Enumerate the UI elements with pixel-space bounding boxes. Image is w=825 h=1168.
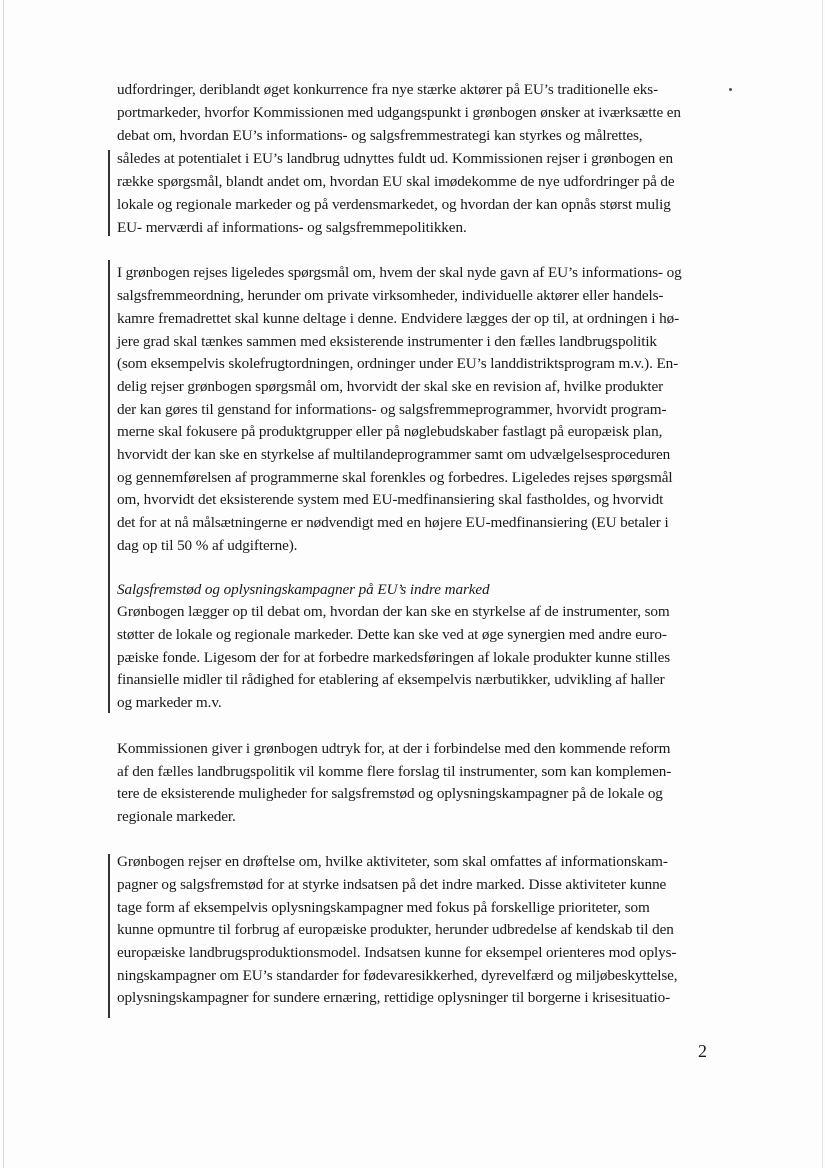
revision-bar [108, 150, 110, 236]
text-line: salgsfremmeordning, herunder om private virksomheder, individuelle aktører eller handels- [117, 287, 664, 304]
text-line: ningskampagner om EU’s standarder for fødevaresikkerhed, dyrevelfærd og miljøbeskyttelse, [117, 967, 678, 984]
text-line: regionale markeder. [117, 808, 236, 825]
text-line: delig rejser grønbogen spørgsmål om, hvorvidt der skal ske en revision af, hvilke produkter [117, 378, 664, 395]
text-line: der kan gøres til genstand for informations- og salgsfremmeprogrammer, hvorvidt program- [117, 401, 667, 418]
text-line: lokale og regionale markeder og på verdensmarkedet, og hvordan der kan opnås størst mulig [117, 196, 671, 213]
text-line: merne skal fokusere på produktgrupper eller på nøglebudskaber fastlagt på europæisk plan, [117, 423, 663, 440]
text-line: udfordringer, deriblandt øget konkurrence fra nye stærke aktører på EU’s traditionelle eks- [117, 81, 659, 98]
text-line: således at potentialet i EU’s landbrug udnyttes fuldt ud. Kommissionen rejser i grønbogen en [117, 150, 674, 167]
text-line: støtter de lokale og regionale markeder. Dette kan ske ved at øge synergien med andre euro- [117, 626, 667, 643]
scan-edge-right [822, 0, 823, 1168]
text-line: kunne opmuntre til forbrug af europæiske produkter, herunder udbredelse af kendskab til den [117, 921, 674, 938]
text-line: det for at nå målsætningerne er nødvendigt med en højere EU-medfinansiering (EU betaler i [117, 514, 669, 531]
text-line: hvorvidt der kan ske en styrkelse af multilandeprogrammer samt om udvælgelsesproceduren [117, 446, 671, 463]
text-line: portmarkeder, hvorfor Kommissionen med udgangspunkt i grønbogen ønsker at iværksætte en [117, 104, 681, 121]
text-line: (som eksempelvis skolefrugtordningen, ordninger under EU’s landdistriktsprogram m.v.). En- [117, 355, 679, 372]
text-line: pagner og salgsfremstød for at styrke indsatsen på det indre marked. Disse aktiviteter kunne [117, 876, 667, 893]
text-line: jere grad skal tænkes sammen med eksisterende instrumenter i den fælles landbrugspolitik [117, 333, 657, 350]
text-line: EU- merværdi af informations- og salgsfremmepolitikken. [117, 219, 467, 236]
text-line: Grønbogen lægger op til debat om, hvordan der kan ske en styrkelse af de instrumenter, som [117, 603, 670, 620]
text-line: Grønbogen rejser en drøftelse om, hvilke aktiviteter, som skal omfattes af informationskam- [117, 853, 668, 870]
text-line: Kommissionen giver i grønbogen udtryk for, at der i forbindelse med den kommende reform [117, 740, 671, 757]
text-line: dag op til 50 % af udgifterne). [117, 537, 298, 554]
text-line: pæiske fonde. Ligesom der for at forbedre markedsføringen af lokale produkter kunne stilles [117, 649, 671, 666]
text-line: europæiske landbrugsproduktionsmodel. Indsatsen kunne for eksempel orienteres mod oplys- [117, 944, 677, 961]
scan-speck [729, 88, 732, 91]
text-line: oplysningskampagner for sundere ernæring, rettidige oplysninger til borgerne i krisesituatio- [117, 989, 671, 1006]
page-number: 2 [698, 1041, 707, 1061]
text-line: tere de eksisterende muligheder for salgsfremstød og oplysningskampagner på de lokale og [117, 785, 663, 802]
revision-bar [108, 260, 110, 713]
text-line: af den fælles landbrugspolitik vil komme flere forslag til instrumenter, som kan komplemen- [117, 763, 672, 780]
section-heading: Salgsfremstød og oplysningskampagner på EU’s indre marked [117, 581, 490, 598]
text-line: række spørgsmål, blandt andet om, hvordan EU skal imødekomme de nye udfordringer på de [117, 173, 675, 190]
text-line: debat om, hvordan EU’s informations- og salgsfremmestrategi kan styrkes og målrettes, [117, 127, 643, 144]
text-line: I grønbogen rejses ligeledes spørgsmål om, hvem der skal nyde gavn af EU’s informations- og [117, 264, 682, 281]
text-line: tage form af eksempelvis oplysningskampagner med fokus på forskellige prioriteter, som [117, 899, 650, 916]
text-line: og markeder m.v. [117, 694, 222, 711]
text-line: om, hvorvidt det eksisterende system med EU-medfinansiering skal fastholdes, og hvorvidt [117, 491, 664, 508]
scan-edge-left [3, 0, 4, 1168]
text-line: og gennemførelsen af programmerne skal forenkles og forbedres. Ligeledes rejses spørgsmål [117, 469, 673, 486]
text-line: kamre fremadrettet skal kunne deltage i denne. Endvidere lægges der op til, at ordningen i hø- [117, 310, 680, 327]
revision-bar [108, 854, 110, 1018]
text-line: finansielle midler til rådighed for etablering af eksempelvis nærbutikker, udvikling af haller [117, 671, 665, 688]
